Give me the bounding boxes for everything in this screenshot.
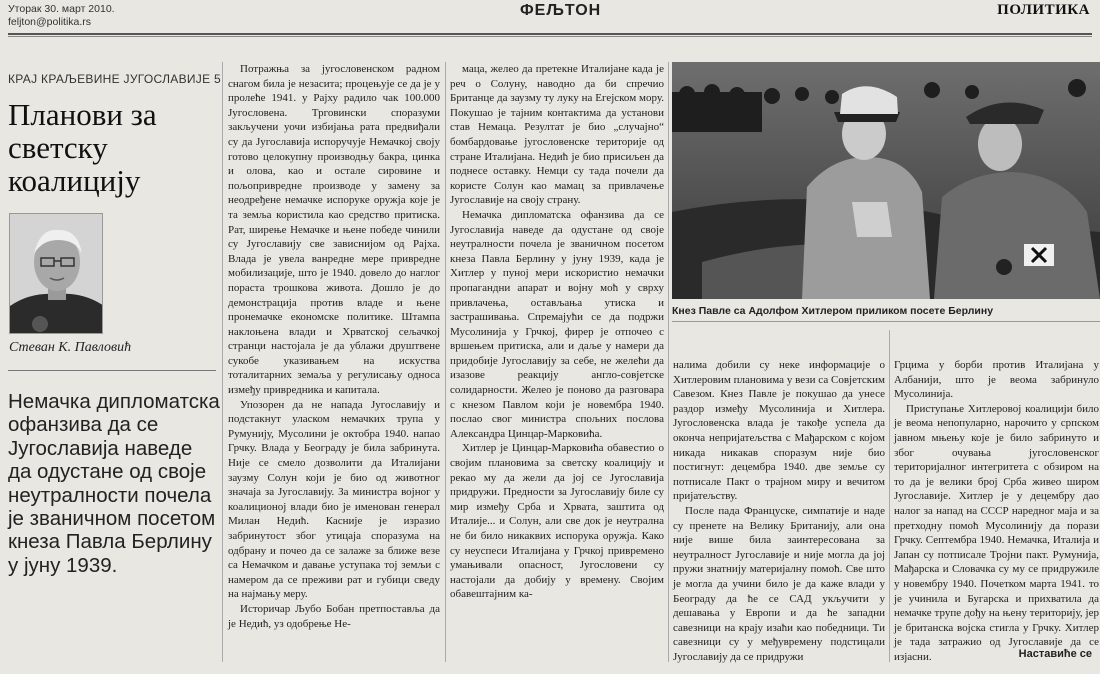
article-lead: Немачка дипломатска офанзива да се Југославија наведе да одустане од своје неутралности почела је званичном посетом кнеза Павла Берлину у јуну 1939. xyxy=(8,390,220,577)
text-column-2 xyxy=(450,62,664,602)
issue-date: Уторак 30. март 2010. xyxy=(8,3,115,15)
paragraph: налима добили су неке информације о Хитлеровим плановима у вези са Совјетским Савезом. Кнез Павле је покушао да унесе раздор између Мусолинија и Хитлера. Југословенска влада је такође успела да оконча непријатељства с Мађарском с којом никада никакав споразум није био постигнут: децембра 1940. две земље су потписале Пакт о трајном миру и вечитом пријатељству. xyxy=(673,359,885,503)
paragraph: Потражња за југословенском радном снагом била је незасита; процењује се да је у пролеће 1941. у Рајху радило чак 100.000 Југословена. Трговински споразуми закључени уочи избијања рата предвиђали су да Југославија испоручује Немачкој своју готово целокупну производњу бакра, цинка и олова, као и остале сировине и пољопривредне производе у замену за неодређене немачке испоруке оружја које је та земља користила као средство притиска. Рат, ширење Немачке и њене победе чинили су Југославију све зависнијом од Рајха. Влада је увела ванредне мере привредне мобилизације, што је 1940. довело до наглог пораста трошкова живота. Дошло је до демонстрација против владе и њене пронемачке економске политике. Штампа наклоњена влади и Хрватској сељачкој странци настојала је да ублажи друштвене сукобе указивањем на искуства тоталитарних земаља у регулисању односа између привредника и капитала. xyxy=(228,63,440,397)
header-divider-thin xyxy=(8,36,1092,37)
column-rule xyxy=(222,62,223,662)
text-column-3 xyxy=(673,358,885,664)
paragraph: маца, желео да претекне Италијане када је реч о Солуну, наводно да би спречио Британце да заузму ту луку на Егејском мору. Покушао је тајним контактима да установи став Немаца. Резултат је био „случајно“ бомбардовање југословенске територије од стране Италијана. Недић је био присиљен да поднесе оставку. Немци су тада почели да користе Солун као мамац за привлачење Југославије на своју страну. xyxy=(450,63,664,207)
paragraph: Упозорен да не напада Југославију и подстакнут уласком немачких трупа у Румунију, Мусолини је октобра 1940. напао Грчку. Влада у Београду је била забринута. Није се смело дозволити да Италијани заузму Солун који је био од животног значаја за Југославију. За министра војног у коалиционој влади био је именован генерал Милан Недић. Касније је изразио забринутост због утицаја споразума на одбрану и почео да се залаже за ближе везе са Немачком и давање уступака тој земљи с намером да се преживи рат и губици сведу на најмању меру. xyxy=(228,398,440,601)
header-divider xyxy=(8,33,1092,35)
header-info xyxy=(8,3,115,29)
paragraph: После пада Француске, симпатије и наде су пренете на Велику Британију, али она није више била заинтересована за неутралност Југославије и није могла да јој пружи знатнију материјалну помоћ. Све што је могла да учини било је да каже влади у Београду да ће се САД укључити у дешавања у Европи и да ће западни савезници на крају изаћи као победници. Ти савезници су у међувремену подстицали Југославију да се придружи xyxy=(673,504,885,663)
author-byline: Стеван К. Павловић xyxy=(9,340,132,355)
text-column-4 xyxy=(894,358,1099,664)
historical-photo xyxy=(672,62,1100,299)
column-rule xyxy=(668,62,669,662)
column-rule xyxy=(445,62,446,662)
article-headline: Планови за светску коалицију xyxy=(8,97,157,198)
masthead-logo: ПОЛИТИКА xyxy=(997,2,1090,18)
continued-note: Наставиће се xyxy=(1018,648,1092,660)
contact-email: feljton@politika.rs xyxy=(8,16,92,28)
column-rule xyxy=(889,330,890,662)
paragraph: Историчар Љубо Бобан претпоставља да је Недић, уз одобрење Не- xyxy=(228,602,440,630)
text-column-1 xyxy=(228,62,440,631)
photo-caption: Кнез Павле са Адолфом Хитлером приликом посете Берлину xyxy=(672,305,994,317)
paragraph: Немачка дипломатска офанзива да се Југославија наведе да одустане од своје неутралности почела је званичном посетом кнеза Павла Берлину у јуну 1939, када је Хитлер у пуној мери искористио немачки пропагандни апарат и војну моћ у сврху привлачења, остављања утиска и застрашивања. Спремајући се да подржи Мусолинија у Грчкој, фирер је отпочео с вршењем притиска, али и даље у намери да придобије Југославију за себе, не желећи да изазове реакцију англо-совјетске солидарности. Желео је поново да разговара с кнезом Павлом који је новембра 1940. послао свог министра спољних послова Александра Цинцар-Марковића. xyxy=(450,208,664,440)
series-kicker: КРАЈ КРАЉЕВИНЕ ЈУГОСЛАВИЈЕ 5 xyxy=(8,72,222,86)
caption-divider xyxy=(672,321,1100,322)
paragraph: Приступање Хитлеровој коалицији било је веома непопуларно, нарочито у српском јавном мњењу које је било забринуто и због очувања југословенског територијалног интегритета с обзиром на то да је велики број Срба живео широм Југославије. Хитлер је у децембру дао налог за напад на СССР наредног маја и за претходну помоћ Мусолинију да порази Грчку. Септембра 1940. Немачка, Италија и Јапан су потписале Тројни пакт. Румунија, Мађарска и Словачка су му се придружиле у новембру 1940. Почетком марта 1941. то је учинила и Бугарска и прихватила да немачке трупе дођу на њену територију, јер је британска војска стигла у Грчку. Хитлер је тада затражио од Југославије да се изјасни. xyxy=(894,402,1099,663)
section-title: ФЕЉТОН xyxy=(520,2,602,19)
lead-divider xyxy=(8,370,216,371)
author-photo xyxy=(9,213,103,334)
paragraph: Грцима у борби против Италијана у Албанији, што је веома забринуло Мусолинија. xyxy=(894,359,1099,401)
paragraph: Хитлер је Цинцар-Марковића обавестио о својим плановима за светску коалицију и рекао му да жели да јој се Југославија придружи. Предности за Југославију биле су мир између Срба и Хрвата, заштита од Италије... и Солун, али све док је неутрална не би било никаквих испорука оружја. Како су неуспеси Италијана у Грчкој привремено умањивали опасност, Југословени су настојали да добију у времену. Својим обавештајним ка- xyxy=(450,442,664,601)
